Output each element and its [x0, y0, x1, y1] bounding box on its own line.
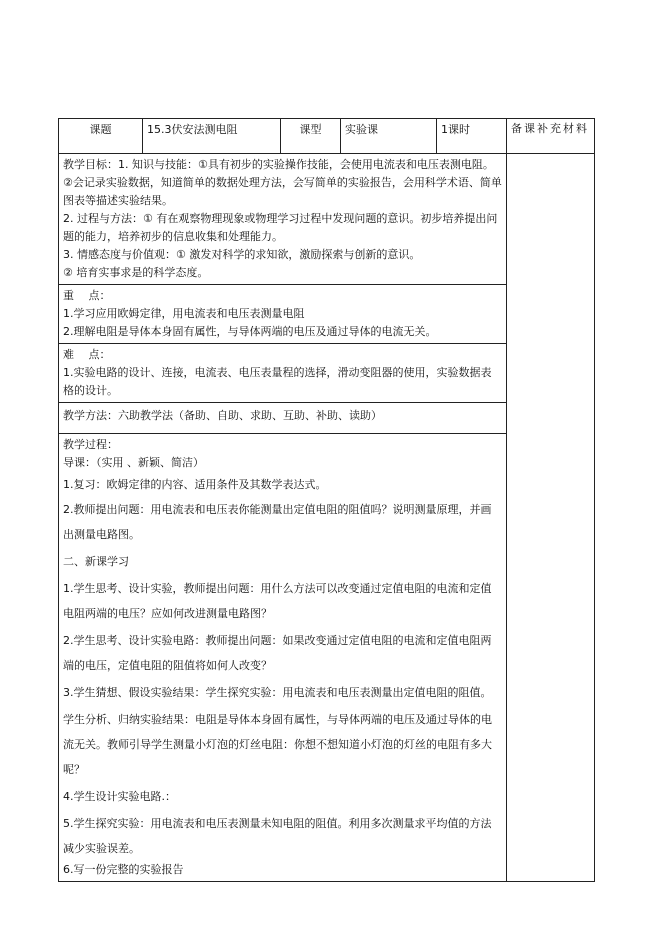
hours-value: 1课时 — [437, 119, 507, 154]
note-column — [507, 154, 595, 882]
teaching-process — [59, 434, 507, 882]
process-intro: 导课：（实用 、新颖、简洁） — [63, 456, 204, 469]
type-value: 实验课 — [341, 119, 437, 154]
type-label: 课型 — [281, 119, 341, 154]
process-item: 学生分析、归纳实验结果：电阻是导体本身固有属性，与导体两端的电压及通过导体的电流无关。教师引导学生测量小灯泡的灯丝电阻：你想不想知道小灯泡的灯丝的电阻有多大呢？ — [63, 713, 492, 776]
header-row — [59, 119, 595, 154]
process-item: 2.学生思考、设计实验电路：教师提出问题：如果改变通过定值电阻的电流和定值电阻两端的电压，定值电阻的阻值将如何人改变？ — [63, 634, 492, 672]
process-item: 6.写一份完整的实验报告 — [63, 863, 184, 876]
process-item: 5.学生探究实验：用电流表和电压表测量未知电阻的阻值。利用多次测量求平均值的方法减少实验误差。 — [63, 817, 492, 855]
goal-line: ② 培育实事求是的科学态度。 — [63, 266, 209, 279]
method-text: 教学方法：六助教学法（备助、自助、求助、互助、补助、读助） — [63, 409, 382, 422]
process-item: 4.学生设计实验电路.： — [63, 790, 176, 803]
difficult-points — [59, 344, 507, 403]
teaching-method — [59, 403, 507, 434]
process-item: 2.教师提出问题：用电流表和电压表你能测量出定值电阻的阻值吗？说明测量原理，并画出测量电路图。 — [63, 503, 492, 541]
goal-line: 2. 过程与方法：① 有在观察物理现象或物理学习过程中发现问题的意识。初步培养提出问题的能力，培养初步的信息收集和处理能力。 — [63, 212, 498, 243]
topic-value: 15.3伏安法测电阻 — [143, 119, 281, 154]
process-item: 3.学生猜想、假设实验结果：学生探究实验：用电流表和电压表测量出定值电阻的阻值。 — [63, 686, 492, 699]
difficult-point-item: 1.实验电路的设计、连接，电流表、电压表量程的选择，滑动变阻器的使用，实验数据表格的设计。 — [63, 366, 492, 397]
process-title: 教学过程： — [63, 438, 118, 451]
teaching-goals — [59, 154, 507, 285]
process-item: 1.复习：欧姆定律的内容、适用条件及其数学表达式。 — [63, 478, 327, 491]
key-point-item: 2.理解电阻是导体本身固有属性，与导体两端的电压及通过导体的电流无关。 — [63, 325, 437, 338]
note-column-header: 备课补充材料 — [507, 119, 595, 154]
key-points — [59, 285, 507, 344]
goal-line: 教学目标：1. 知识与技能：①具有初步的实验操作技能，会使用电流表和电压表测电阻。 ②会记录实验数据，知道简单的数据处理方法，会写简单的实验报告，会用科学术语、简单图表等描述实验结果。 — [63, 158, 502, 207]
goals-row — [59, 154, 595, 285]
goal-line: 3. 情感态度与价值观：① 激发对科学的求知欲，激励探索与创新的意识。 — [63, 248, 421, 261]
process-section-heading: 二、新课学习 — [63, 555, 129, 568]
lesson-plan-table — [58, 118, 595, 882]
difficult-points-title: 难 点： — [63, 348, 111, 361]
key-point-item: 1.学习应用欧姆定律，用电流表和电压表测量电阻 — [63, 307, 305, 320]
key-points-title: 重 点： — [63, 289, 111, 302]
topic-label: 课题 — [59, 119, 143, 154]
process-item: 1.学生思考、设计实验，教师提出问题：用什么方法可以改变通过定值电阻的电流和定值电阻两端的电压？应如何改进测量电路图？ — [63, 582, 492, 620]
